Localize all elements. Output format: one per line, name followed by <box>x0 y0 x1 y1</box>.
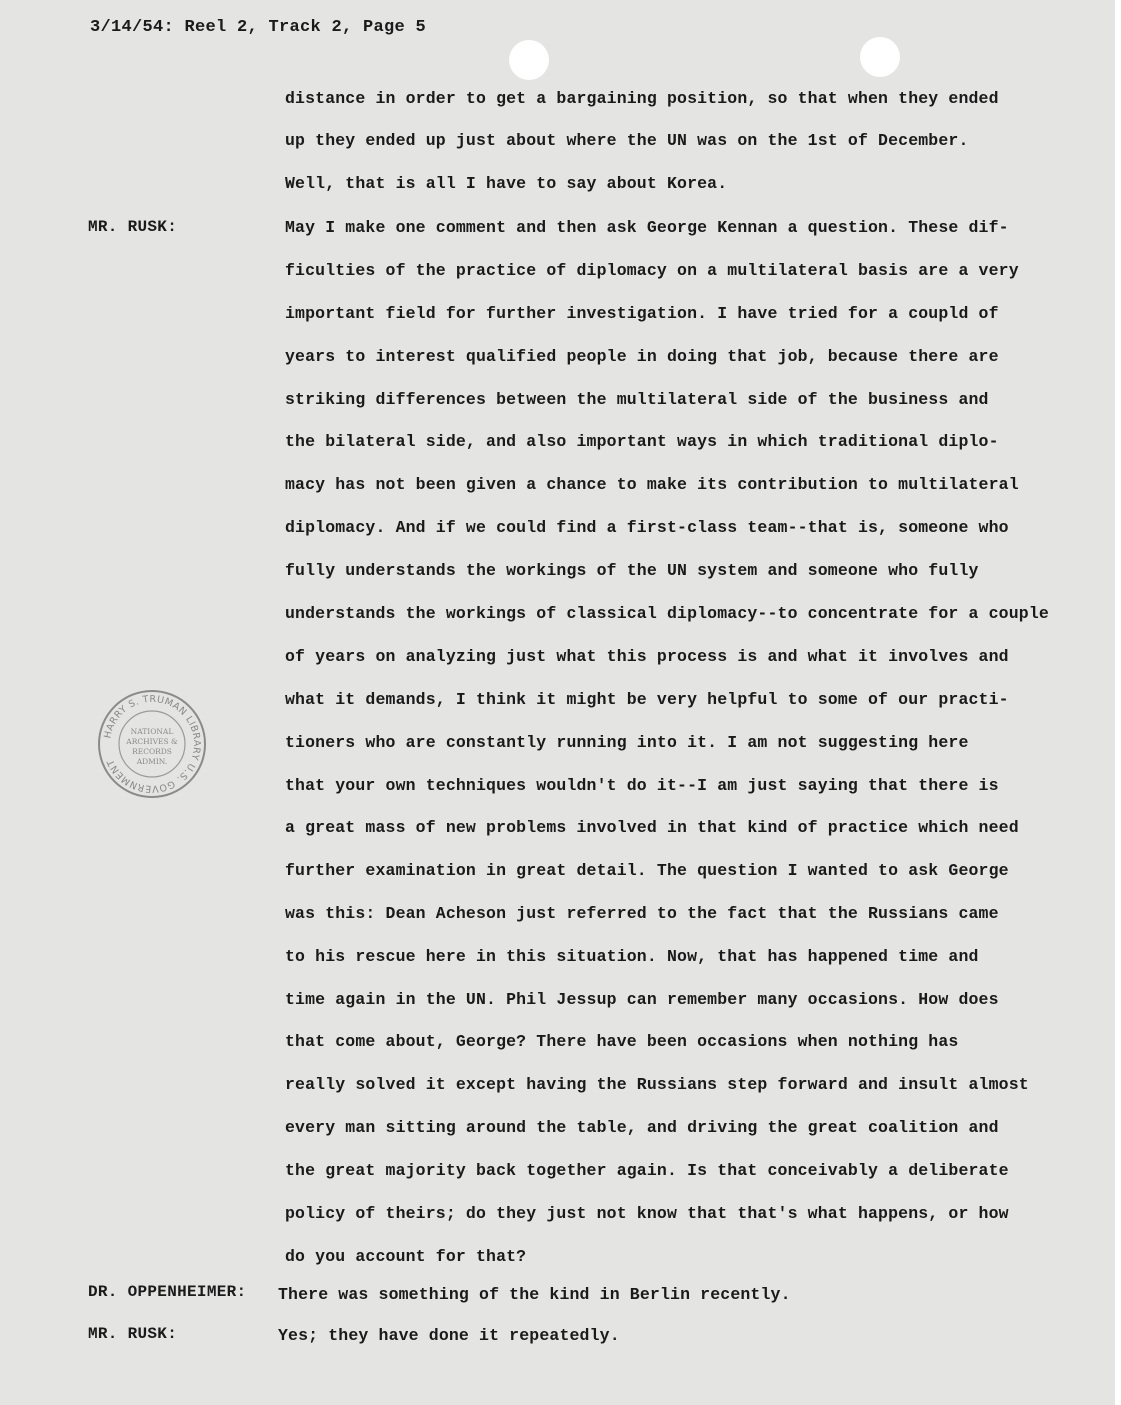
transcript-line: to his rescue here in this situation. Now, that has happened time and <box>285 947 979 966</box>
transcript-line: do you account for that? <box>285 1247 527 1266</box>
transcript-line: policy of theirs; do they just not know that that's what happens, or how <box>285 1204 1009 1223</box>
transcript-line: was this: Dean Acheson just referred to the fact that the Russians came <box>285 904 999 923</box>
stamp-center-text: NATIONAL <box>130 727 174 736</box>
transcript-line: further examination in great detail. The question I wanted to ask George <box>285 861 1009 880</box>
transcript-line: macy has not been given a chance to make its contribution to multilateral <box>285 475 1019 494</box>
transcript-line: up they ended up just about where the UN was on the 1st of December. <box>285 131 969 150</box>
transcript-line: that come about, George? There have been occasions when nothing has <box>285 1032 959 1051</box>
punch-hole <box>860 37 900 77</box>
transcript-line: important field for further investigation. I have tried for a coupld of <box>285 304 999 323</box>
stamp-ring-text: HARRY S. TRUMAN LIBRARY U.S. GOVERNMENT <box>102 693 203 795</box>
transcript-line: really solved it except having the Russians step forward and insult almost <box>285 1075 1029 1094</box>
transcript-line: that your own techniques wouldn't do it--I am just saying that there is <box>285 776 999 795</box>
page-edge <box>1115 0 1121 1405</box>
transcript-line: ficulties of the practice of diplomacy on a multilateral basis are a very <box>285 261 1019 280</box>
transcript-line: every man sitting around the table, and driving the great coalition and <box>285 1118 999 1137</box>
transcript-line: a great mass of new problems involved in that kind of practice which need <box>285 818 1019 837</box>
transcript-line: understands the workings of classical diplomacy--to concentrate for a couple <box>285 604 1049 623</box>
transcript-line: There was something of the kind in Berlin recently. <box>278 1285 791 1304</box>
transcript-line: the bilateral side, and also important ways in which traditional diplo- <box>285 432 999 451</box>
transcript-line: the great majority back together again. Is that conceivably a deliberate <box>285 1161 1009 1180</box>
transcript-line: striking differences between the multilateral side of the business and <box>285 390 989 409</box>
transcript-line: what it demands, I think it might be very helpful to some of our practi- <box>285 690 1009 709</box>
transcript-line: distance in order to get a bargaining position, so that when they ended <box>285 89 999 108</box>
speaker-label-rusk: MR. RUSK: <box>88 218 178 236</box>
speaker-label-oppenheimer: DR. OPPENHEIMER: <box>88 1283 247 1301</box>
punch-hole <box>509 40 549 80</box>
page-header: 3/14/54: Reel 2, Track 2, Page 5 <box>90 18 427 37</box>
transcript-line: May I make one comment and then ask George Kennan a question. These dif- <box>285 218 1009 237</box>
archive-stamp <box>96 688 208 800</box>
transcript-line: tioners who are constantly running into it. I am not suggesting here <box>285 733 969 752</box>
transcript-line: fully understands the workings of the UN system and someone who fully <box>285 561 979 580</box>
stamp-center-text: ARCHIVES & <box>126 737 178 746</box>
transcript-line: years to interest qualified people in doing that job, because there are <box>285 347 999 366</box>
transcript-line: of years on analyzing just what this process is and what it involves and <box>285 647 1009 666</box>
stamp-center-text: RECORDS <box>132 747 172 756</box>
transcript-line: Yes; they have done it repeatedly. <box>278 1326 620 1345</box>
speaker-label-rusk: MR. RUSK: <box>88 1325 178 1343</box>
transcript-line: Well, that is all I have to say about Korea. <box>285 174 728 193</box>
stamp-center-text: ADMIN. <box>136 757 168 766</box>
transcript-line: time again in the UN. Phil Jessup can remember many occasions. How does <box>285 990 999 1009</box>
transcript-line: diplomacy. And if we could find a first-class team--that is, someone who <box>285 518 1009 537</box>
